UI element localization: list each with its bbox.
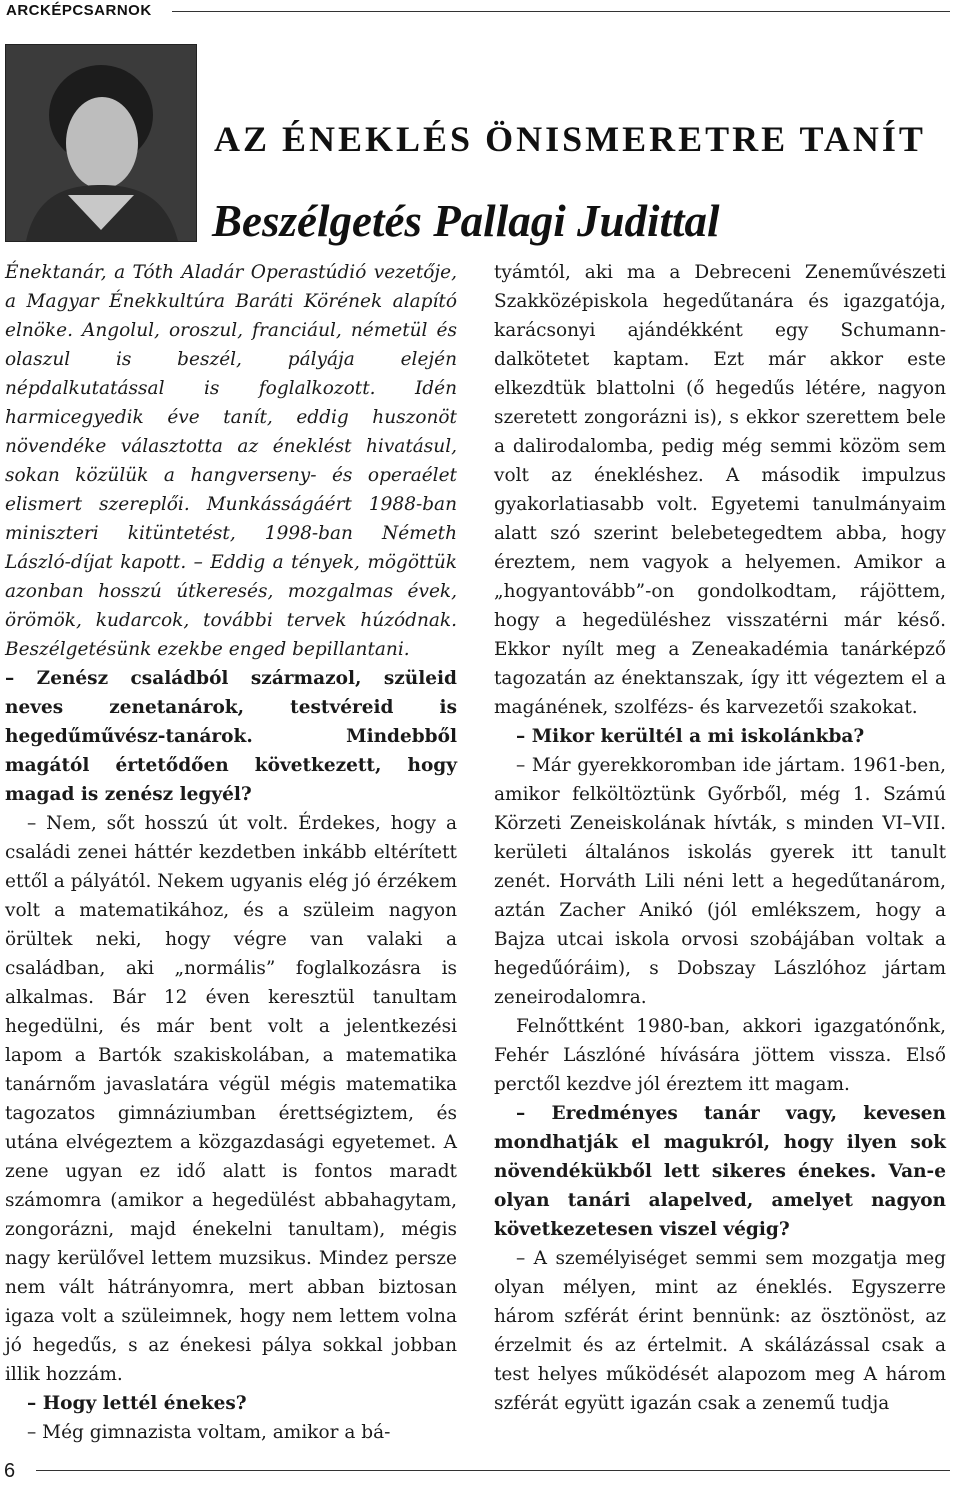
intro-paragraph: Énektanár, a Tóth Aladár Operastúdió vezetője, a Magyar Énekkultúra Baráti Körének alapító elnöke. Angolul, oroszul, franciául, németül és olaszul is beszél, pályája elején népdalkutatással is foglalkozott. Idén harmicegyedik éve tanít, eddig huszonöt növendéke választotta az éneklést hivatásul, sokan közülük a hangverseny- és operaélet elismert szereplői. Munkásságáért 1988-ban miniszteri kitüntetést, 1998-ban Németh László-díjat kapott. – Eddig a tények, mögöttük azonban hosszú útkeresés, mozgalmas évek, örömök, kudarcok, további tervek húzódnak. Beszélgetésünk ezekbe enged bepillantani. <box>5 262 457 660</box>
footer-rule <box>36 1470 950 1471</box>
portrait-silhouette <box>6 45 196 241</box>
section-label: ARCKÉPCSARNOK <box>6 2 152 19</box>
question-2: – Hogy lettél énekes? <box>27 1393 247 1414</box>
portrait-photo <box>5 44 197 242</box>
answer-2-continued: tyámtól, aki ma a Debreceni Zeneművészeti Szakközépiskola hegedűtanára és igazgatója, karácsonyi ajándékként egy Schumann-dalkötetet kaptam. Ezt már akkor este elkezdtük blattolni (ő hegedűs létére, nagyon szeretett zongorázni is), s ekkor szerettem bele a dalirodalomba, pedig még semmi közöm sem volt az énekléshez. A második impulzus gyakorlatiasabb volt. Egyetemi tanulmányaim alatt szó szerint belebetegedtem abba, hogy éreztem, nem vagyok a helyemen. Amikor a „hogyantovább”-on gondolkodtam, rájöttem, hogy a hegedüléshez visszatérni már késő. Ekkor nyílt meg a Zeneakadémia tanárképző tagozatán az énektanszak, így itt végeztem el a magánének, szolfézs- és karvezetői szakokat. <box>494 262 946 718</box>
answer-1: – Nem, sőt hosszú út volt. Érdekes, hogy a családi zenei háttér kezdetben inkább eltérített ettől a pályától. Nekem ugyanis elég jó érzékem volt a matematikához, és a szüleim nagyon örültek neki, hogy végre van valaki a családban, aki „normális” foglalkozásra is alkalmas. Bár 12 éven keresztül tanultam hegedülni, és már bent volt a jelentkezési lapom a Bartók szakiskolában, a matematika tanárnőm javaslatára végül mégis matematika tagozatos gimnáziumban érettségiztem, és utána elvégeztem a közgazdasági egyetemet. A zene ugyan ez idő alatt is fontos maradt számomra (amikor a hegedülést abbahagytam, zongorázni, majd énekelni tanultam), mégis nagy kerülővel lettem muzsikus. Mindez persze nem vált hátrányomra, mert abban biztosan igaza volt a szüleimnek, hogy nem lettem volna jó hegedűs, s az énekesi pálya sokkal jobban illik hozzám. <box>5 813 457 1385</box>
right-column <box>494 258 946 1418</box>
question-4: – Eredményes tanár vagy, kevesen mondhatják el magukról, hogy ilyen sok növendékükből lett sikeres énekes. Van-e olyan tanári alapelved, amelyet nagyon következetesen viszel végig? <box>494 1103 946 1240</box>
answer-3: – Már gyerekkoromban ide jártam. 1961-ben, amikor felköltöztünk Győrből, még 1. Számú Körzeti Zeneiskolának hívták, s minden VI–VII. kerületi általános iskolás gyerek itt tanult zenét. Horváth Lili néni lett a hegedűtanárom, aztán Zacher Anikó (jól emlékszem, hogy a Bajza utcai iskola orvosi szobájában voltak a hegedűóráim), s Dobszay Lászlóhoz jártam zeneirodalomra. <box>494 755 946 1008</box>
question-1: – Zenész családból származol, szüleid neves zenetanárok, testvéreid is hegedűművész-tanárok. Mindebből magától értetődően következett, hogy magad is zenész legyél? <box>5 668 457 805</box>
left-column <box>5 258 457 1447</box>
answer-2-start: – Még gimnazista voltam, amikor a bá- <box>27 1422 391 1443</box>
question-3: – Mikor kerültél a mi iskolánkba? <box>516 726 865 747</box>
answer-4: – A személyiséget semmi sem mozgatja meg olyan mélyen, mint az éneklés. Egyszerre három szférát érint bennünk: az ösztönöst, az érzelmit és az értelmit. A skálázással csak a test helyes működését alapozom meg A három szférát együtt igazán csak a zenemű tudja <box>494 1248 946 1414</box>
article-title: AZ ÉNEKLÉS ÖNISMERETRE TANÍT <box>214 119 926 159</box>
article-subtitle: Beszélgetés Pallagi Judittal <box>212 196 720 246</box>
header-rule <box>172 11 950 12</box>
page-number: 6 <box>4 1460 21 1483</box>
answer-3-continued: Felnőttként 1980-ban, akkori igazgatónőnk, Fehér Lászlóné hívására jöttem vissza. Első perctől kezdve jól éreztem itt magam. <box>494 1016 946 1095</box>
